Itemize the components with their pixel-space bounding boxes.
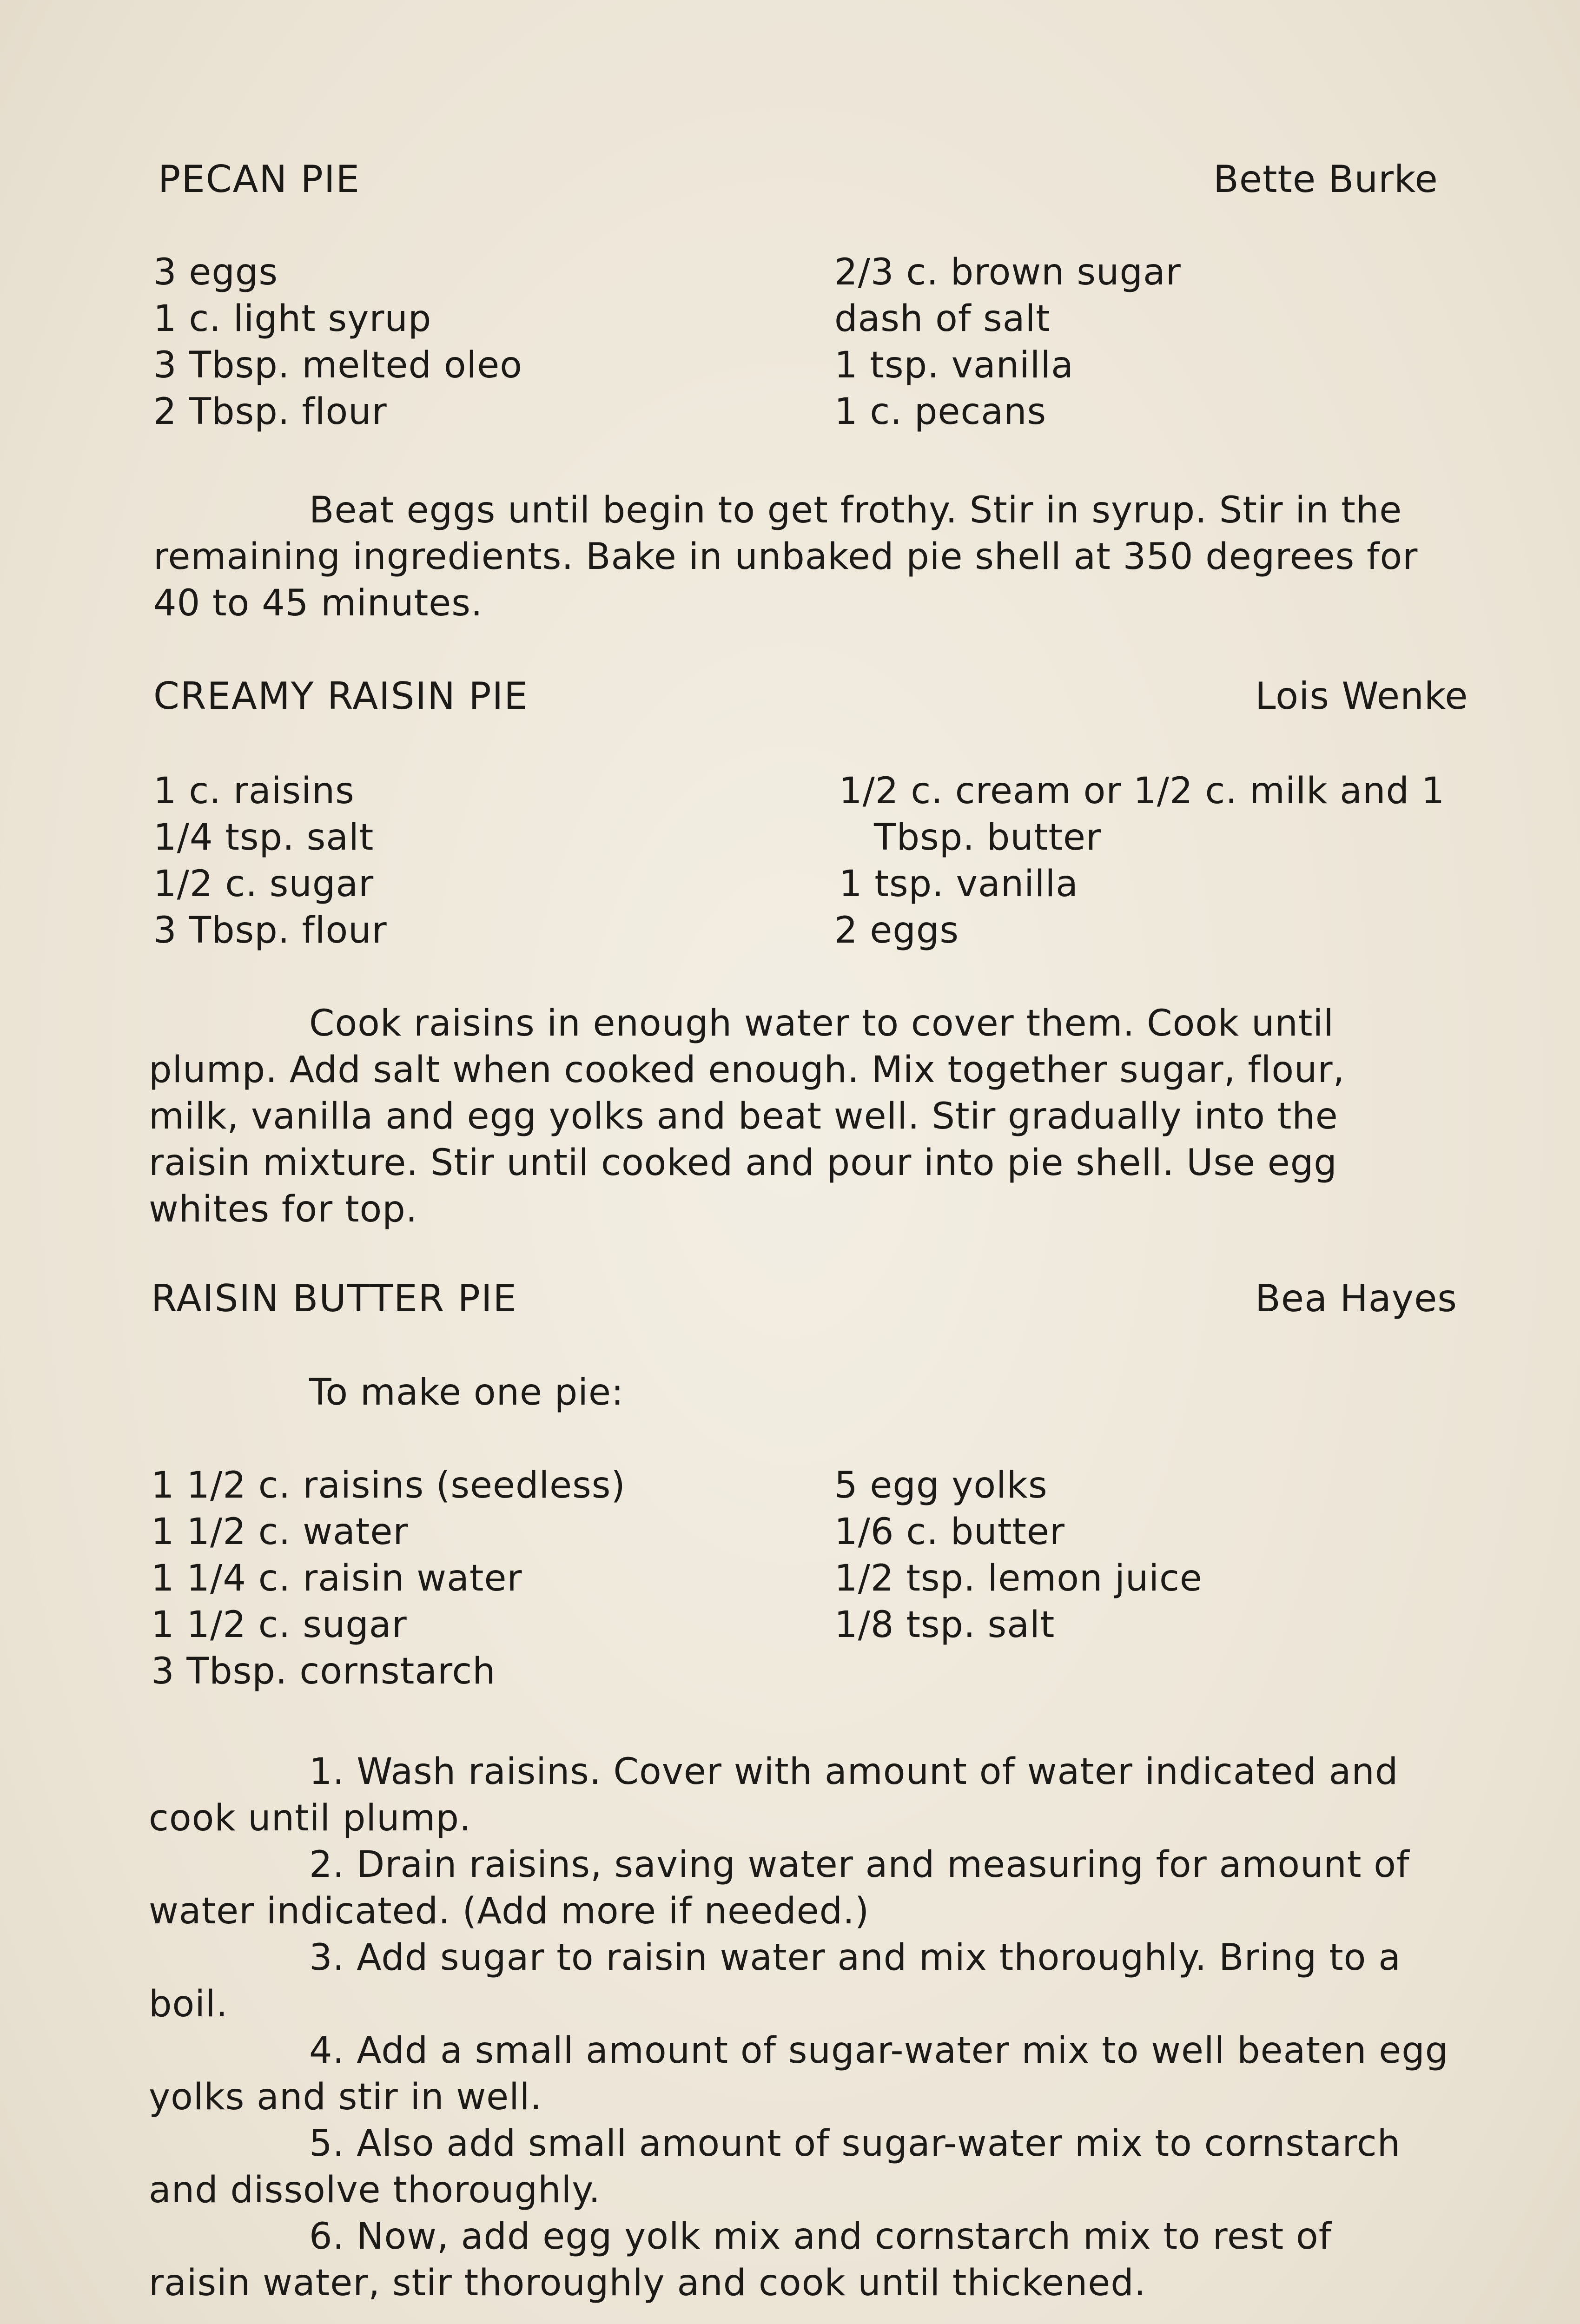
- ingredient: 5 egg yolks: [834, 1465, 1048, 1506]
- ingredient: 1/8 tsp. salt: [834, 1604, 1055, 1646]
- ingredient: Tbsp. butter: [874, 817, 1102, 858]
- direction-line: water indicated. (Add more if needed.): [149, 1890, 870, 1932]
- ingredient: 1/2 c. cream or 1/2 c. milk and 1: [839, 770, 1445, 812]
- direction-line: 40 to 45 minutes.: [153, 582, 483, 624]
- ingredient: 2/3 c. brown sugar: [834, 251, 1181, 293]
- recipe-title: PECAN PIE: [158, 158, 361, 201]
- direction-line: cook until plump.: [149, 1797, 471, 1839]
- ingredient: 1/6 c. butter: [834, 1511, 1065, 1553]
- direction-line: Cook raisins in enough water to cover them. Cook until: [309, 1003, 1334, 1044]
- recipe-author: Bette Burke: [1213, 158, 1438, 201]
- direction-line: yolks and stir in well.: [149, 2076, 542, 2118]
- direction-line: boil.: [149, 1983, 228, 2025]
- ingredient: 1 tsp. vanilla: [834, 344, 1074, 386]
- direction-line: whites for top.: [149, 1188, 418, 1230]
- direction-line: milk, vanilla and egg yolks and beat well. Stir gradually into the: [149, 1096, 1338, 1137]
- direction-line: 3. Add sugar to raisin water and mix thoroughly. Bring to a: [309, 1937, 1401, 1979]
- direction-line: 2. Drain raisins, saving water and measuring for amount of: [309, 1844, 1410, 1886]
- direction-line: and dissolve thoroughly.: [149, 2169, 601, 2211]
- recipe-author: Bea Hayes: [1255, 1277, 1457, 1320]
- recipe-intro: To make one pie:: [309, 1372, 624, 1413]
- ingredient: dash of salt: [834, 298, 1051, 340]
- recipe-author: Lois Wenke: [1255, 674, 1468, 718]
- recipe-title: RAISIN BUTTER PIE: [151, 1277, 518, 1320]
- ingredient: 1 c. raisins: [153, 770, 355, 812]
- ingredient: 1 1/2 c. sugar: [151, 1604, 407, 1646]
- ingredient: 1 1/4 c. raisin water: [151, 1558, 522, 1599]
- direction-line: 4. Add a small amount of sugar-water mix to well beaten egg: [309, 2030, 1449, 2072]
- ingredient: 2 eggs: [834, 910, 959, 951]
- recipe-title: CREAMY RAISIN PIE: [153, 674, 529, 718]
- direction-line: plump. Add salt when cooked enough. Mix together sugar, flour,: [149, 1049, 1345, 1091]
- direction-line: remaining ingredients. Bake in unbaked pie shell at 350 degrees for: [153, 536, 1418, 578]
- direction-line: 6. Now, add egg yolk mix and cornstarch mix to rest of: [309, 2216, 1332, 2258]
- ingredient: 3 eggs: [153, 251, 278, 293]
- ingredient: 2 Tbsp. flour: [153, 391, 387, 433]
- ingredient: 1 c. light syrup: [153, 298, 432, 340]
- ingredient: 1/4 tsp. salt: [153, 817, 374, 858]
- ingredient: 1 1/2 c. water: [151, 1511, 409, 1553]
- ingredient: 3 Tbsp. melted oleo: [153, 344, 522, 386]
- ingredient: 1/2 c. sugar: [153, 863, 374, 905]
- ingredient: 1 1/2 c. raisins (seedless): [151, 1465, 626, 1506]
- ingredient: 1/2 tsp. lemon juice: [834, 1558, 1203, 1599]
- ingredient: 1 c. pecans: [834, 391, 1047, 433]
- ingredient: 3 Tbsp. cornstarch: [151, 1651, 496, 1692]
- ingredient: 3 Tbsp. flour: [153, 910, 387, 951]
- direction-line: 5. Also add small amount of sugar-water mix to cornstarch: [309, 2123, 1401, 2165]
- direction-line: raisin water, stir thoroughly and cook until thickened.: [149, 2262, 1146, 2304]
- direction-line: Beat eggs until begin to get frothy. Stir in syrup. Stir in the: [309, 489, 1402, 531]
- ingredient: 1 tsp. vanilla: [839, 863, 1078, 905]
- direction-line: raisin mixture. Stir until cooked and pour into pie shell. Use egg: [149, 1142, 1337, 1184]
- direction-line: 1. Wash raisins. Cover with amount of water indicated and: [309, 1751, 1399, 1793]
